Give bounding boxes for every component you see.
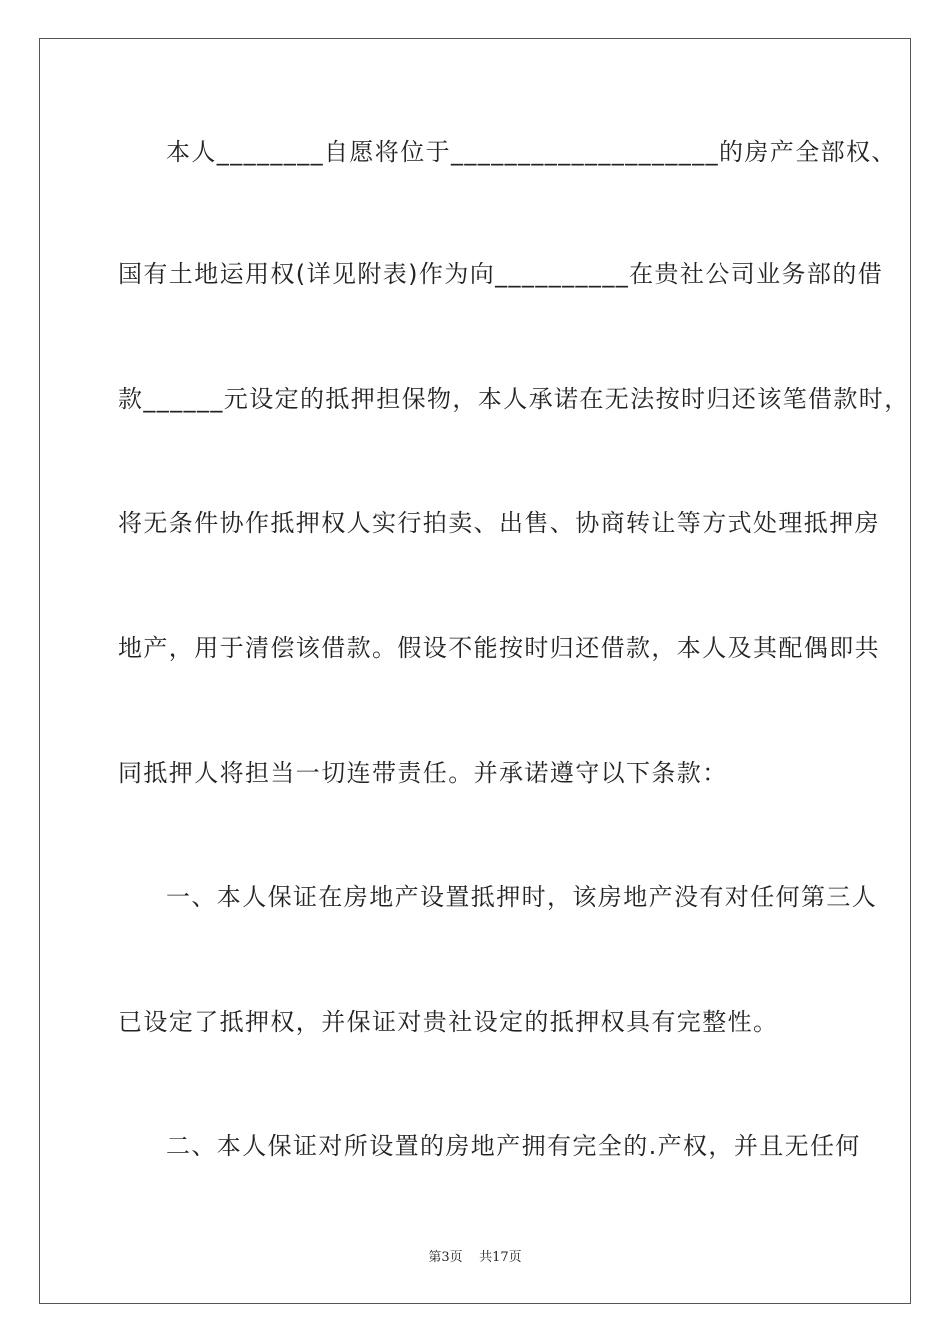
- paragraph-line: 同抵押人将担当一切连带责任。并承诺遵守以下条款：: [118, 759, 728, 787]
- paragraph-line: 将无条件协作抵押权人实行拍卖、出售、协商转让等方式处理抵押房: [118, 509, 880, 537]
- paragraph-line: 国有土地运用权(详见附表)作为向__________在贵社公司业务部的借: [118, 260, 884, 288]
- paragraph-line: 一、本人保证在房地产设置抵押时，该房地产没有对任何第三人: [166, 883, 878, 911]
- paragraph-line: 款______元设定的抵押担保物，本人承诺在无法按时归还该笔借款时，: [118, 385, 910, 413]
- page-footer: [0, 1246, 950, 1265]
- paragraph-line: 本人________自愿将位于____________________的房产全部权、: [166, 138, 897, 166]
- paragraph-line: 地产，用于清偿该借款。假设不能按时归还借款，本人及其配偶即共: [118, 634, 880, 662]
- page-number: 第3页: [428, 1250, 463, 1265]
- paragraph-line: 二、本人保证对所设置的房地产拥有完全的.产权，并且无任何: [166, 1132, 861, 1160]
- page-frame: [39, 38, 911, 1304]
- paragraph-line: 已设定了抵押权，并保证对贵社设定的抵押权具有完整性。: [118, 1008, 779, 1036]
- page-total: 共17页: [479, 1250, 522, 1265]
